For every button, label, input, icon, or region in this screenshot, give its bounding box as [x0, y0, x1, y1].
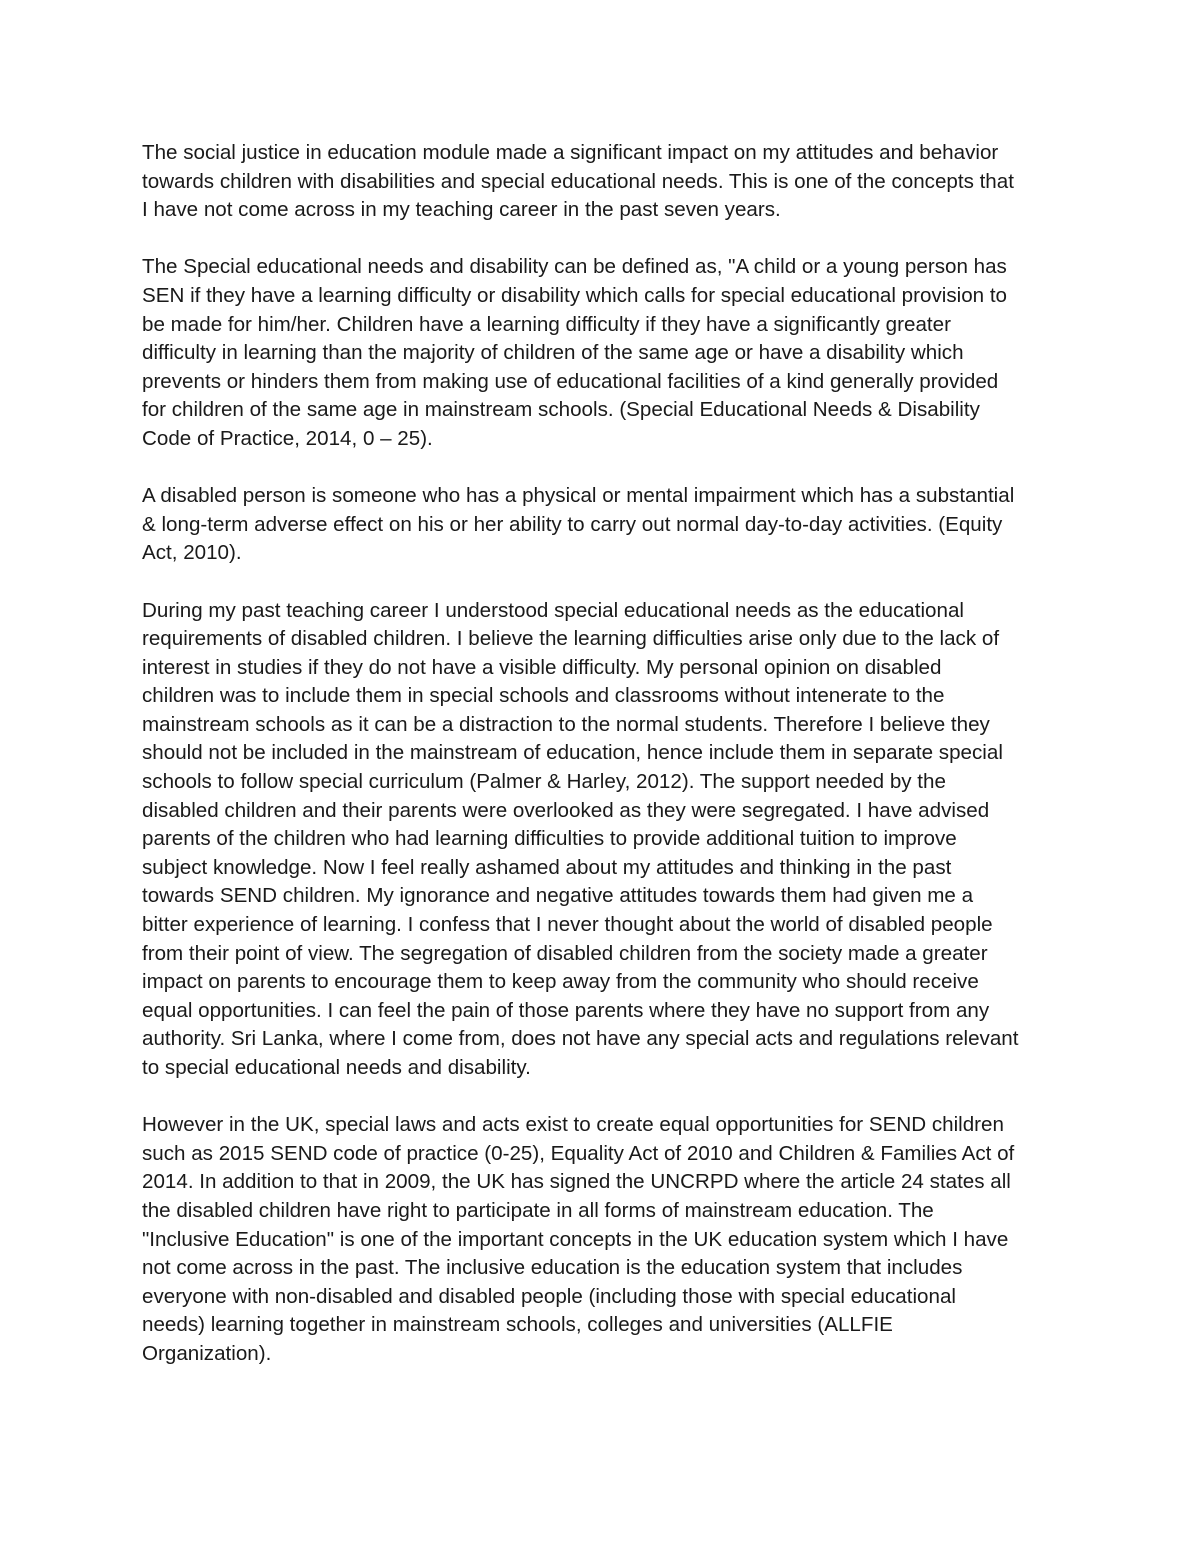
text-line: Act, 2010). [142, 541, 242, 565]
text-line: The Special educational needs and disability can be defined as, "A child or a young person has [142, 255, 1007, 279]
text-line: needs) learning together in mainstream schools, colleges and universities (ALLFIE [142, 1313, 893, 1337]
text-line: everyone with non-disabled and disabled people (including those with special educational [142, 1284, 956, 1308]
paragraph-disabled-person-definition [142, 482, 1062, 568]
text-line: not come across in the past. The inclusive education is the education system that includes [142, 1256, 963, 1280]
text-line: prevents or hinders them from making use of educational facilities of a kind generally provided [142, 369, 999, 393]
text-line: towards children with disabilities and special educational needs. This is one of the concepts that [142, 169, 1014, 193]
text-line: "Inclusive Education" is one of the important concepts in the UK education system which I have [142, 1227, 1009, 1251]
text-line: SEN if they have a learning difficulty or disability which calls for special educational provision to [142, 283, 1007, 307]
text-line: difficulty in learning than the majority of children of the same age or have a disability which [142, 341, 964, 365]
paragraph-module-impact [142, 139, 1062, 225]
paragraph-uk-laws [142, 1111, 1062, 1368]
text-line: to special educational needs and disability. [142, 1056, 531, 1079]
text-line: & long-term adverse effect on his or her ability to carry out normal day-to-day activities. (Equity [142, 512, 1003, 536]
paragraph-past-teaching-career [142, 597, 1062, 1083]
text-line: parents of the children who had learning difficulties to provide additional tuition to improve [142, 827, 957, 851]
text-line: 2014. In addition to that in 2009, the UK has signed the UNCRPD where the article 24 states all [142, 1170, 1011, 1194]
text-line: I have not come across in my teaching career in the past seven years. [142, 198, 781, 222]
text-line: impact on parents to encourage them to keep away from the community who should receive [142, 970, 979, 994]
text-line: towards SEND children. My ignorance and negative attitudes towards them had given me a [142, 884, 974, 908]
text-line: interest in studies if they do not have a visible difficulty. My personal opinion on disabled [142, 655, 942, 679]
text-line: the disabled children have right to participate in all forms of mainstream education. The [142, 1198, 934, 1222]
text-line: During my past teaching career I understood special educational needs as the educational [142, 598, 964, 622]
text-line: subject knowledge. Now I feel really ashamed about my attitudes and thinking in the past [142, 855, 952, 879]
text-line: bitter experience of learning. I confess that I never thought about the world of disabled people [142, 913, 993, 937]
text-line: equal opportunities. I can feel the pain of those parents where they have no support from any [142, 998, 990, 1022]
text-line: mainstream schools as it can be a distraction to the normal students. Therefore I believe they [142, 712, 990, 736]
text-line: disabled children and their parents were overlooked as they were segregated. I have advised [142, 798, 990, 822]
text-line: from their point of view. The segregation of disabled children from the society made a greater [142, 941, 988, 965]
document-body [142, 139, 1062, 1397]
text-line: Organization). [142, 1341, 272, 1365]
text-line: should not be included in the mainstream of education, hence include them in separate special [142, 741, 1003, 765]
text-line: be made for him/her. Children have a learning difficulty if they have a significantly greater [142, 312, 951, 336]
text-line: for children of the same age in mainstream schools. (Special Educational Needs & Disability [142, 398, 980, 422]
text-line: However in the UK, special laws and acts exist to create equal opportunities for SEND children [142, 1113, 1004, 1137]
text-line: such as 2015 SEND code of practice (0-25), Equality Act of 2010 and Children & Families Act of [142, 1141, 1015, 1165]
text-line: requirements of disabled children. I believe the learning difficulties arise only due to the lack of [142, 627, 1000, 651]
paragraph-send-definition [142, 253, 1062, 453]
text-line: Code of Practice, 2014, 0 – 25). [142, 426, 433, 450]
text-line: schools to follow special curriculum (Palmer & Harley, 2012). The support needed by the [142, 770, 946, 794]
text-line: A disabled person is someone who has a physical or mental impairment which has a substantial [142, 484, 1015, 508]
text-line: children was to include them in special schools and classrooms without intenerate to the [142, 684, 945, 708]
text-line: authority. Sri Lanka, where I come from, does not have any special acts and regulations relevant [142, 1027, 1019, 1051]
text-line: The social justice in education module made a significant impact on my attitudes and behavior [142, 141, 999, 164]
